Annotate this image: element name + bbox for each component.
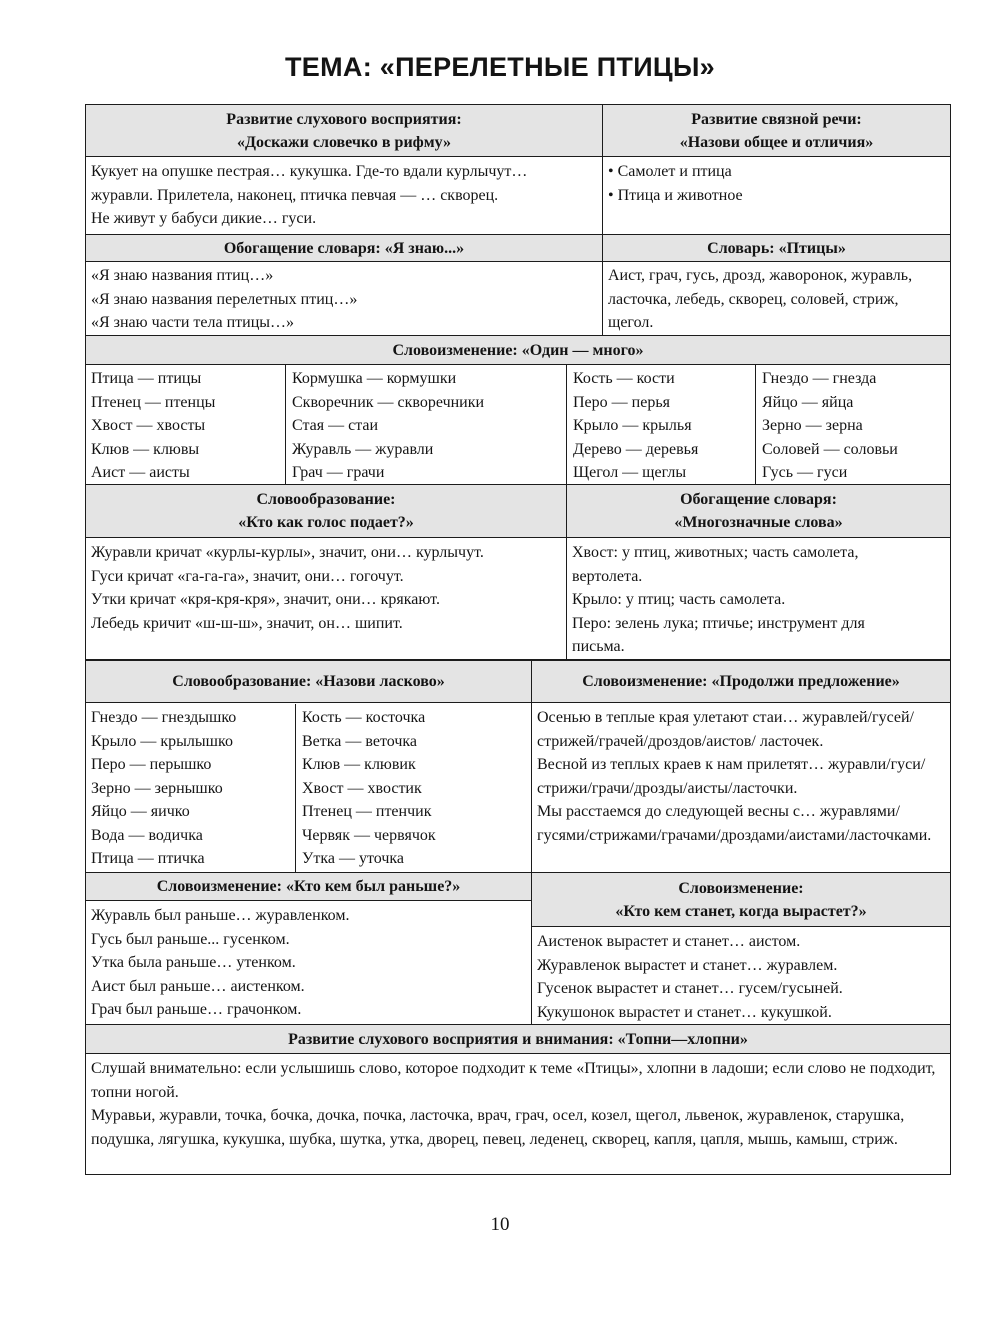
affectionate-item: Вода — водичка [91, 826, 203, 844]
will-become-header [531, 872, 951, 927]
affectionate-item: Крыло — крылышко [91, 732, 233, 750]
one-many-col-2 [286, 365, 566, 485]
was-before-line: Грач был раньше… грачонком. [91, 1001, 302, 1018]
voices-line: Утки кричат «кря-кря-кря», значит, они… крякают. [91, 591, 440, 608]
polysemy-header-line1: Обогащение словаря: [680, 491, 837, 508]
affectionate-item: Перо — перышко [91, 756, 212, 773]
rhyme-line: Не живут у бабуси дикие… гуси. [91, 210, 317, 227]
voices-body [85, 539, 567, 659]
continue-body [531, 704, 951, 873]
continue-paragraph: Весной из теплых краев к нам прилетят… журавли/гуси/стрижи/грачи/дрозды/аисты/ласточки. [537, 756, 926, 797]
vocabulary-header-text: Словарь: «Птицы» [707, 239, 846, 257]
polysemy-paragraph: Перо: зелень лука; птичье; инструмент для письма. [572, 614, 865, 655]
affectionate-item: Червяк — червячок [302, 826, 436, 844]
stomp-clap-paragraph: Муравьи, журавли, точка, бочка, дочка, почка, ласточка, врач, грач, осел, козел, щегол, львенок, журавленок, старушка, подушка, лягушка, кукушка, шубка, шутка, утка, дворец, певец, леденец, скворец, капля, цапля, мышь, камыш, стриж. [91, 1107, 905, 1148]
one-many-col-3 [567, 365, 755, 485]
polysemy-header [566, 484, 951, 538]
one-many-item: Скворечник — скворечники [292, 393, 485, 411]
one-many-col-4 [756, 365, 951, 485]
affectionate-col-1 [85, 704, 295, 873]
one-many-item: Кормушка — кормушки [292, 370, 457, 387]
i-know-header-text: Обогащение словаря: «Я знаю...» [223, 239, 465, 257]
affectionate-item: Яйцо — яичко [91, 803, 190, 820]
page-title: ТЕМА: «ПЕРЕЛЕТНЫЕ ПТИЦЫ» [285, 52, 715, 82]
rhyme-header-line2: «Доскажи словечко в рифму» [236, 133, 452, 151]
polysemy-paragraph: Крыло: у птиц; часть самолета. [572, 591, 786, 608]
continue-paragraph: Осенью в теплые края улетают стаи… журавлей/гусей/стрижей/грачей/дроздов/аистов/ ласточек. [537, 709, 914, 750]
one-many-item: Аист — аисты [91, 464, 190, 481]
continue-header-text: Словоизменение: «Продолжи предложение» [582, 673, 900, 690]
will-become-body [531, 928, 951, 1025]
speech-body [602, 158, 951, 234]
one-many-item: Грач — грачи [292, 464, 385, 481]
affectionate-col-2 [296, 704, 532, 873]
affectionate-item: Клюв — клювик [302, 756, 416, 773]
i-know-line: «Я знаю части тела птицы…» [91, 314, 295, 331]
one-many-header [85, 335, 951, 365]
one-many-item: Кость — кости [573, 370, 675, 387]
voices-line: Журавли кричат «курлы-курлы», значит, они… курлычут. [91, 544, 484, 561]
was-before-line: Утка была раньше… утенком. [91, 954, 296, 971]
stomp-clap-body [85, 1055, 951, 1175]
one-many-item: Перо — перья [573, 393, 670, 411]
polysemy-paragraph: Хвост: у птиц, животных; часть самолета, вертолета. [572, 544, 859, 585]
one-many-item: Гнездо — гнезда [762, 370, 877, 387]
stomp-clap-paragraph: Слушай внимательно: если услышишь слово, которое подходит к теме «Птицы», хлопни в ладоши; если слово не подходит, топни ногой. [91, 1060, 936, 1101]
one-many-item: Хвост — хвосты [91, 417, 206, 434]
polysemy-body [566, 539, 951, 659]
affectionate-header [85, 660, 532, 703]
affectionate-item: Птенец — птенчик [302, 803, 432, 820]
was-before-header [85, 872, 532, 901]
speech-header-line1: Развитие связной речи: [691, 110, 862, 128]
one-many-col-1 [85, 365, 285, 485]
one-many-item: Соловей — соловьи [762, 440, 898, 458]
was-before-line: Журавль был раньше… журавленком. [91, 907, 350, 924]
voices-header [85, 484, 567, 538]
page-number: 10 [490, 1214, 510, 1235]
one-many-item: Журавль — журавли [292, 440, 434, 458]
rhyme-header-line1: Развитие слухового восприятия: [226, 110, 462, 128]
speech-header [602, 104, 951, 157]
one-many-header-text: Словоизменение: «Один — много» [392, 341, 644, 359]
i-know-body [85, 262, 603, 336]
was-before-body [85, 902, 532, 1025]
voices-line: Лебедь кричит «ш-ш-ш», значит, он… шипит. [91, 614, 403, 632]
affectionate-item: Зерно — зернышко [91, 779, 223, 797]
rhyme-line: Кукует на опушке пестрая… кукушка. Где-то вдали курлычут… [91, 163, 528, 180]
will-become-line: Гусенок вырастет и станет… гусем/гусыней. [537, 980, 843, 997]
continue-header [531, 660, 951, 703]
affectionate-item: Гнездо — гнездышко [91, 709, 237, 726]
one-many-item: Птенец — птенцы [91, 393, 216, 411]
stomp-clap-header [85, 1024, 951, 1054]
will-become-line: Аистенок вырастет и станет… аистом. [537, 933, 801, 950]
voices-line: Гуси кричат «га-га-га», значит, они… гогочут. [91, 567, 404, 585]
will-become-header-line2: «Кто кем станет, когда вырастет?» [615, 902, 867, 920]
one-many-item: Стая — стаи [292, 417, 379, 434]
affectionate-item: Ветка — веточка [302, 732, 418, 750]
affectionate-item: Хвост — хвостик [302, 779, 422, 797]
one-many-item: Крыло — крылья [573, 417, 692, 434]
will-become-header-line1: Словоизменение: [678, 879, 804, 897]
rhyme-line: журавли. Прилетела, наконец, птичка певчая — … скворец. [91, 186, 499, 204]
polysemy-header-line2: «Многозначные слова» [674, 514, 843, 531]
one-many-item: Яйцо — яйца [762, 393, 854, 411]
was-before-line: Аист был раньше… аистенком. [91, 977, 305, 995]
voices-header-line2: «Кто как голос подает?» [238, 514, 414, 531]
was-before-line: Гусь был раньше... гусенком. [91, 930, 290, 948]
i-know-line: «Я знаю названия птиц…» [91, 267, 274, 284]
one-many-item: Птица — птицы [91, 370, 202, 387]
vocabulary-text: Аист, грач, гусь, дрозд, жаворонок, журавль, ласточка, лебедь, скворец, соловей, стриж, щегол. [608, 267, 913, 331]
affectionate-header-text: Словообразование: «Назови ласково» [172, 673, 445, 690]
will-become-line: Журавленок вырастет и станет… журавлем. [537, 956, 838, 974]
rhyme-header [85, 104, 603, 157]
vocabulary-header [602, 234, 951, 262]
i-know-header [85, 234, 603, 262]
affectionate-item: Утка — уточка [302, 850, 404, 867]
speech-header-line2: «Назови общее и отличия» [679, 133, 874, 151]
rhyme-body [85, 158, 603, 234]
one-many-item: Зерно — зерна [762, 417, 863, 434]
one-many-item: Клюв — клювы [91, 440, 200, 458]
continue-paragraph: Мы расстаемся до следующей весны с… журавлями/гусями/стрижами/грачами/дроздами/аистами/ласточками. [537, 803, 932, 844]
voices-header-line1: Словообразование: [256, 491, 396, 508]
affectionate-item: Кость — косточка [302, 709, 426, 726]
stomp-clap-header-text: Развитие слухового восприятия и внимания: «Топни—хлопни» [288, 1030, 748, 1048]
one-many-item: Щегол — щеглы [573, 464, 687, 481]
speech-item: • Самолет и птица [608, 160, 945, 184]
affectionate-item: Птица — птичка [91, 850, 205, 867]
one-many-item: Дерево — деревья [573, 440, 699, 458]
i-know-line: «Я знаю названия перелетных птиц…» [91, 290, 358, 308]
one-many-item: Гусь — гуси [762, 464, 848, 481]
was-before-header-text: Словоизменение: «Кто кем был раньше?» [156, 878, 461, 895]
speech-item: • Птица и животное [608, 184, 945, 208]
worksheet-table [85, 104, 951, 1175]
will-become-line: Кукушонок вырастет и станет… кукушкой. [537, 1003, 832, 1021]
vocabulary-body [602, 262, 951, 336]
